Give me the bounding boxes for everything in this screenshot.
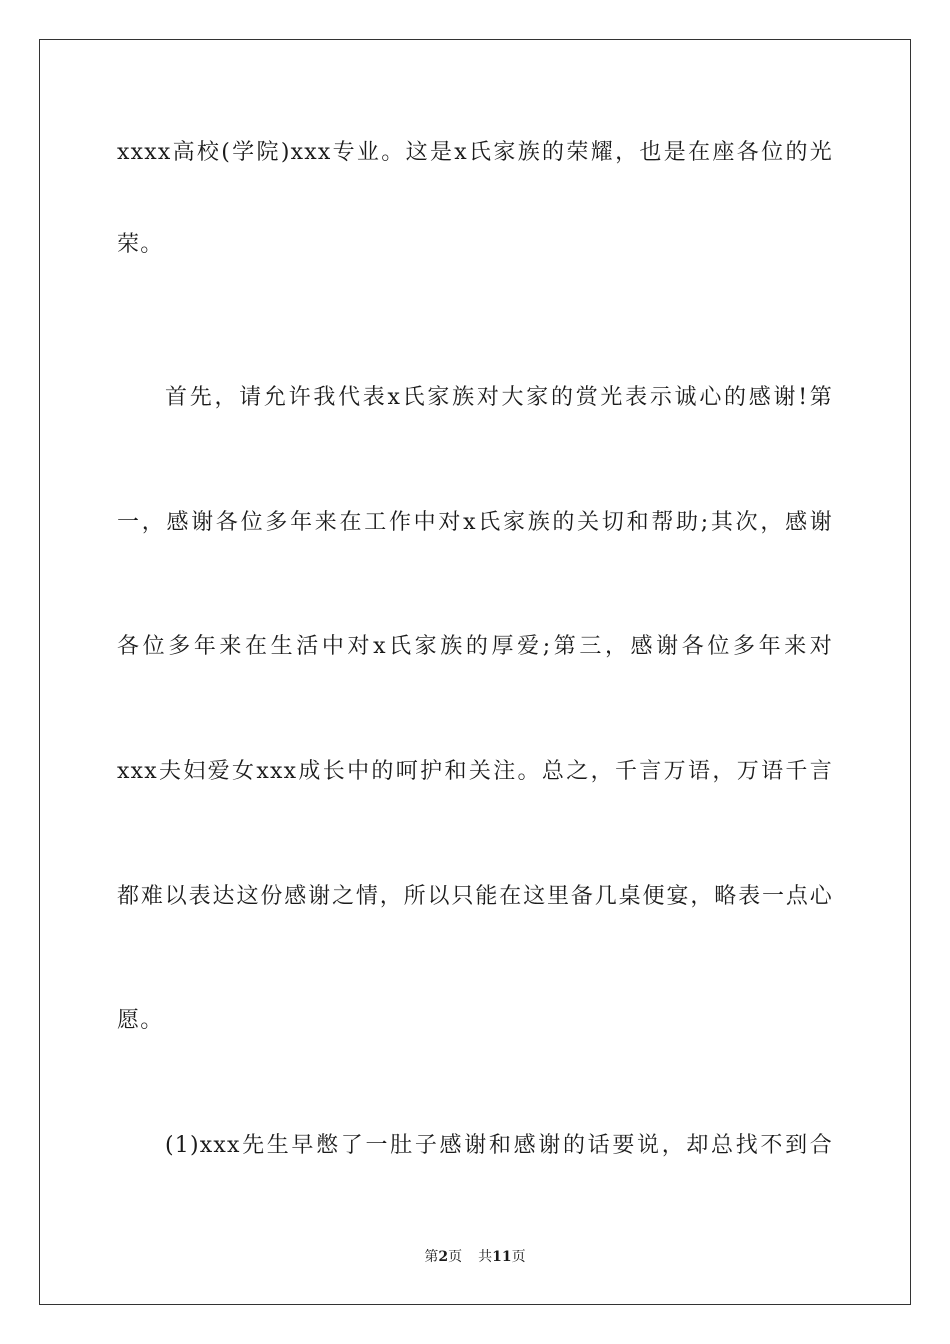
paragraph-line-9: (1)xxx先生早憋了一肚子感谢和感谢的话要说，却总找不到合: [165, 1133, 833, 1158]
paragraph-line-5: 各位多年来在生活中对x氏家族的厚爱;第三，感谢各位多年来对: [117, 634, 833, 659]
footer-page-suffix: 页: [448, 1249, 463, 1265]
page-footer: [0, 1248, 950, 1266]
paragraph-line-3: 首先，请允许我代表x氏家族对大家的赏光表示诚心的感谢!第: [165, 385, 833, 410]
paragraph-line-6: xxx夫妇爱女xxx成长中的呵护和关注。总之，千言万语，万语千言: [117, 759, 833, 784]
footer-total-suffix: 页: [511, 1249, 526, 1265]
page-border: [39, 39, 911, 1305]
paragraph-line-4: 一，感谢各位多年来在工作中对x氏家族的关切和帮助;其次，感谢: [117, 510, 833, 535]
footer-total-number: 11: [492, 1249, 512, 1265]
paragraph-line-7: 都难以表达这份感谢之情，所以只能在这里备几桌便宴，略表一点心: [117, 884, 833, 909]
paragraph-line-8: 愿。: [117, 1008, 164, 1033]
paragraph-line-2: 荣。: [117, 232, 164, 257]
footer-page-number: 2: [438, 1249, 449, 1265]
footer-page-prefix: 第: [424, 1249, 439, 1265]
footer-total-prefix: 共: [478, 1249, 493, 1265]
paragraph-line-1: xxxx高校(学院)xxx专业。这是x氏家族的荣耀，也是在座各位的光: [117, 140, 833, 165]
